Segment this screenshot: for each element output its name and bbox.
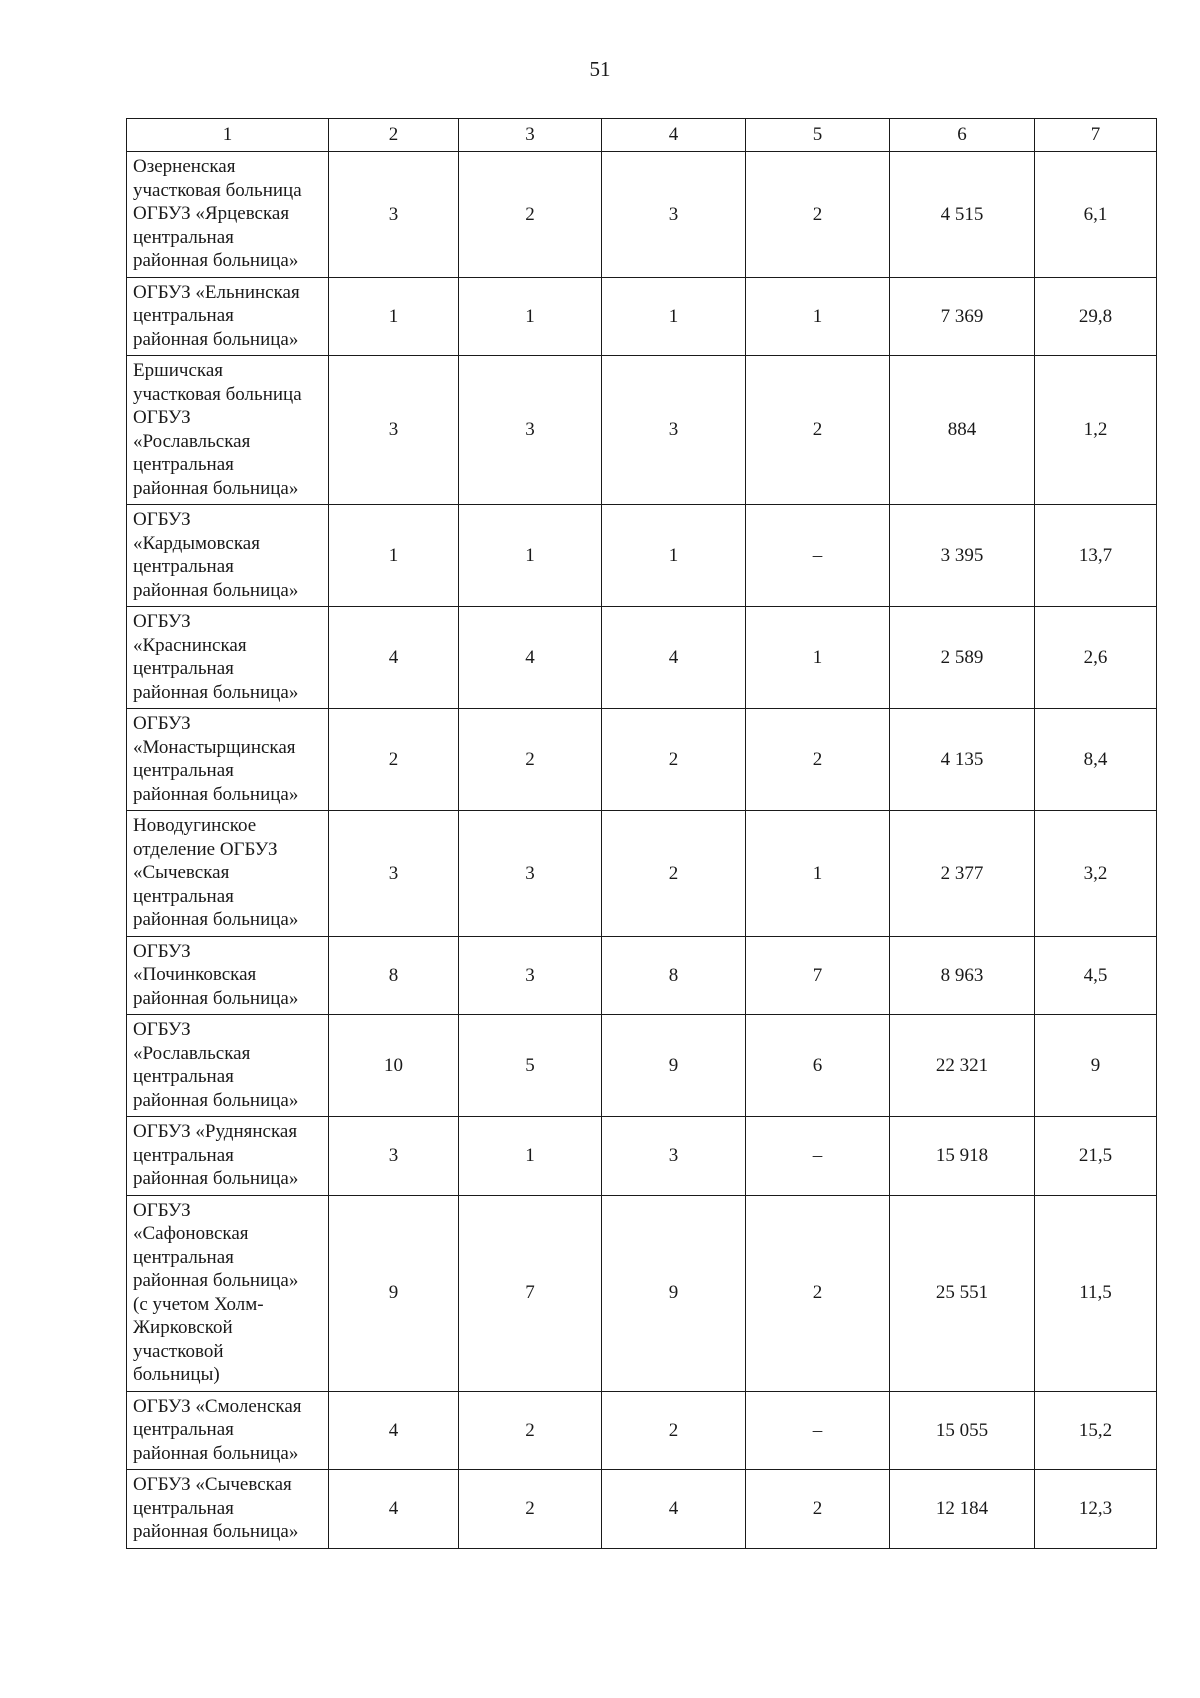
value-cell-col-6: 12 184	[890, 1470, 1035, 1549]
value-cell-col-7: 13,7	[1035, 505, 1157, 607]
value-cell-col-4: 1	[602, 505, 746, 607]
value-cell-col-4: 8	[602, 936, 746, 1015]
value-cell-col-4: 2	[602, 811, 746, 937]
value-cell-col-4: 2	[602, 1391, 746, 1470]
value-cell-col-4: 3	[602, 1117, 746, 1196]
table-row	[127, 1015, 1157, 1117]
value-cell-col-3: 2	[459, 152, 602, 278]
value-cell-col-6: 2 377	[890, 811, 1035, 937]
institution-name-cell: ОГБУЗ «Кардымовская центральная районная больница»	[127, 505, 329, 607]
value-cell-col-2: 4	[329, 1391, 459, 1470]
table-row	[127, 152, 1157, 278]
institution-name-cell: ОГБУЗ «Сафоновская центральная районная больница» (с учетом Холм- Жирковской участковой больницы)	[127, 1195, 329, 1391]
value-cell-col-5: 1	[746, 277, 890, 356]
value-cell-col-7: 4,5	[1035, 936, 1157, 1015]
column-header: 2	[329, 119, 459, 152]
value-cell-col-4: 4	[602, 1470, 746, 1549]
value-cell-col-5: –	[746, 1391, 890, 1470]
table-row	[127, 1470, 1157, 1549]
table-row	[127, 1391, 1157, 1470]
page-number: 51	[589, 57, 611, 81]
institution-name-cell: ОГБУЗ «Ельнинская центральная районная больница»	[127, 277, 329, 356]
value-cell-col-5: 2	[746, 152, 890, 278]
value-cell-col-6: 15 055	[890, 1391, 1035, 1470]
table-row	[127, 1195, 1157, 1391]
value-cell-col-7: 1,2	[1035, 356, 1157, 505]
value-cell-col-3: 7	[459, 1195, 602, 1391]
value-cell-col-3: 1	[459, 277, 602, 356]
value-cell-col-2: 3	[329, 152, 459, 278]
institution-name-cell: Озерненская участковая больница ОГБУЗ «Ярцевская центральная районная больница»	[127, 152, 329, 278]
value-cell-col-5: –	[746, 1117, 890, 1196]
column-header: 6	[890, 119, 1035, 152]
institution-name-cell: ОГБУЗ «Починковская районная больница»	[127, 936, 329, 1015]
table-row	[127, 356, 1157, 505]
value-cell-col-6: 8 963	[890, 936, 1035, 1015]
institution-name-cell: Ершичская участковая больница ОГБУЗ «Рославльская центральная районная больница»	[127, 356, 329, 505]
column-header: 1	[127, 119, 329, 152]
value-cell-col-5: 2	[746, 709, 890, 811]
value-cell-col-3: 4	[459, 607, 602, 709]
table-body	[127, 119, 1157, 1549]
value-cell-col-7: 29,8	[1035, 277, 1157, 356]
table-row	[127, 709, 1157, 811]
value-cell-col-5: 2	[746, 1195, 890, 1391]
data-table	[126, 118, 1157, 1549]
value-cell-col-6: 2 589	[890, 607, 1035, 709]
institution-name-cell: ОГБУЗ «Рославльская центральная районная больница»	[127, 1015, 329, 1117]
value-cell-col-3: 5	[459, 1015, 602, 1117]
value-cell-col-5: 1	[746, 811, 890, 937]
table-row	[127, 505, 1157, 607]
table-row	[127, 936, 1157, 1015]
value-cell-col-5: 2	[746, 356, 890, 505]
value-cell-col-6: 884	[890, 356, 1035, 505]
value-cell-col-5: –	[746, 505, 890, 607]
value-cell-col-2: 4	[329, 607, 459, 709]
institution-name-cell: ОГБУЗ «Сычевская центральная районная больница»	[127, 1470, 329, 1549]
value-cell-col-3: 2	[459, 1391, 602, 1470]
value-cell-col-6: 3 395	[890, 505, 1035, 607]
value-cell-col-3: 1	[459, 505, 602, 607]
value-cell-col-3: 2	[459, 709, 602, 811]
value-cell-col-2: 3	[329, 811, 459, 937]
value-cell-col-4: 1	[602, 277, 746, 356]
value-cell-col-2: 3	[329, 1117, 459, 1196]
value-cell-col-7: 9	[1035, 1015, 1157, 1117]
value-cell-col-2: 9	[329, 1195, 459, 1391]
value-cell-col-5: 6	[746, 1015, 890, 1117]
value-cell-col-4: 2	[602, 709, 746, 811]
value-cell-col-6: 15 918	[890, 1117, 1035, 1196]
table-row	[127, 1117, 1157, 1196]
value-cell-col-3: 1	[459, 1117, 602, 1196]
value-cell-col-2: 8	[329, 936, 459, 1015]
institution-name-cell: ОГБУЗ «Руднянская центральная районная больница»	[127, 1117, 329, 1196]
value-cell-col-7: 21,5	[1035, 1117, 1157, 1196]
column-header: 4	[602, 119, 746, 152]
value-cell-col-2: 1	[329, 277, 459, 356]
value-cell-col-4: 4	[602, 607, 746, 709]
value-cell-col-7: 15,2	[1035, 1391, 1157, 1470]
value-cell-col-4: 9	[602, 1195, 746, 1391]
value-cell-col-7: 8,4	[1035, 709, 1157, 811]
value-cell-col-6: 22 321	[890, 1015, 1035, 1117]
value-cell-col-2: 1	[329, 505, 459, 607]
value-cell-col-4: 9	[602, 1015, 746, 1117]
value-cell-col-6: 4 515	[890, 152, 1035, 278]
column-header: 3	[459, 119, 602, 152]
value-cell-col-5: 1	[746, 607, 890, 709]
value-cell-col-4: 3	[602, 152, 746, 278]
value-cell-col-3: 3	[459, 936, 602, 1015]
table-row	[127, 277, 1157, 356]
value-cell-col-7: 2,6	[1035, 607, 1157, 709]
column-header: 5	[746, 119, 890, 152]
value-cell-col-6: 25 551	[890, 1195, 1035, 1391]
value-cell-col-2: 4	[329, 1470, 459, 1549]
value-cell-col-5: 2	[746, 1470, 890, 1549]
institution-name-cell: Новодугинское отделение ОГБУЗ «Сычевская центральная районная больница»	[127, 811, 329, 937]
value-cell-col-2: 3	[329, 356, 459, 505]
column-header: 7	[1035, 119, 1157, 152]
value-cell-col-3: 3	[459, 811, 602, 937]
value-cell-col-7: 12,3	[1035, 1470, 1157, 1549]
institution-name-cell: ОГБУЗ «Смоленская центральная районная больница»	[127, 1391, 329, 1470]
value-cell-col-3: 2	[459, 1470, 602, 1549]
value-cell-col-3: 3	[459, 356, 602, 505]
value-cell-col-7: 6,1	[1035, 152, 1157, 278]
value-cell-col-2: 2	[329, 709, 459, 811]
table-row	[127, 811, 1157, 937]
value-cell-col-4: 3	[602, 356, 746, 505]
value-cell-col-6: 7 369	[890, 277, 1035, 356]
institution-name-cell: ОГБУЗ «Краснинская центральная районная больница»	[127, 607, 329, 709]
institution-name-cell: ОГБУЗ «Монастырщинская центральная районная больница»	[127, 709, 329, 811]
value-cell-col-7: 11,5	[1035, 1195, 1157, 1391]
value-cell-col-5: 7	[746, 936, 890, 1015]
value-cell-col-7: 3,2	[1035, 811, 1157, 937]
value-cell-col-6: 4 135	[890, 709, 1035, 811]
table-row	[127, 607, 1157, 709]
header-row	[127, 119, 1157, 152]
value-cell-col-2: 10	[329, 1015, 459, 1117]
